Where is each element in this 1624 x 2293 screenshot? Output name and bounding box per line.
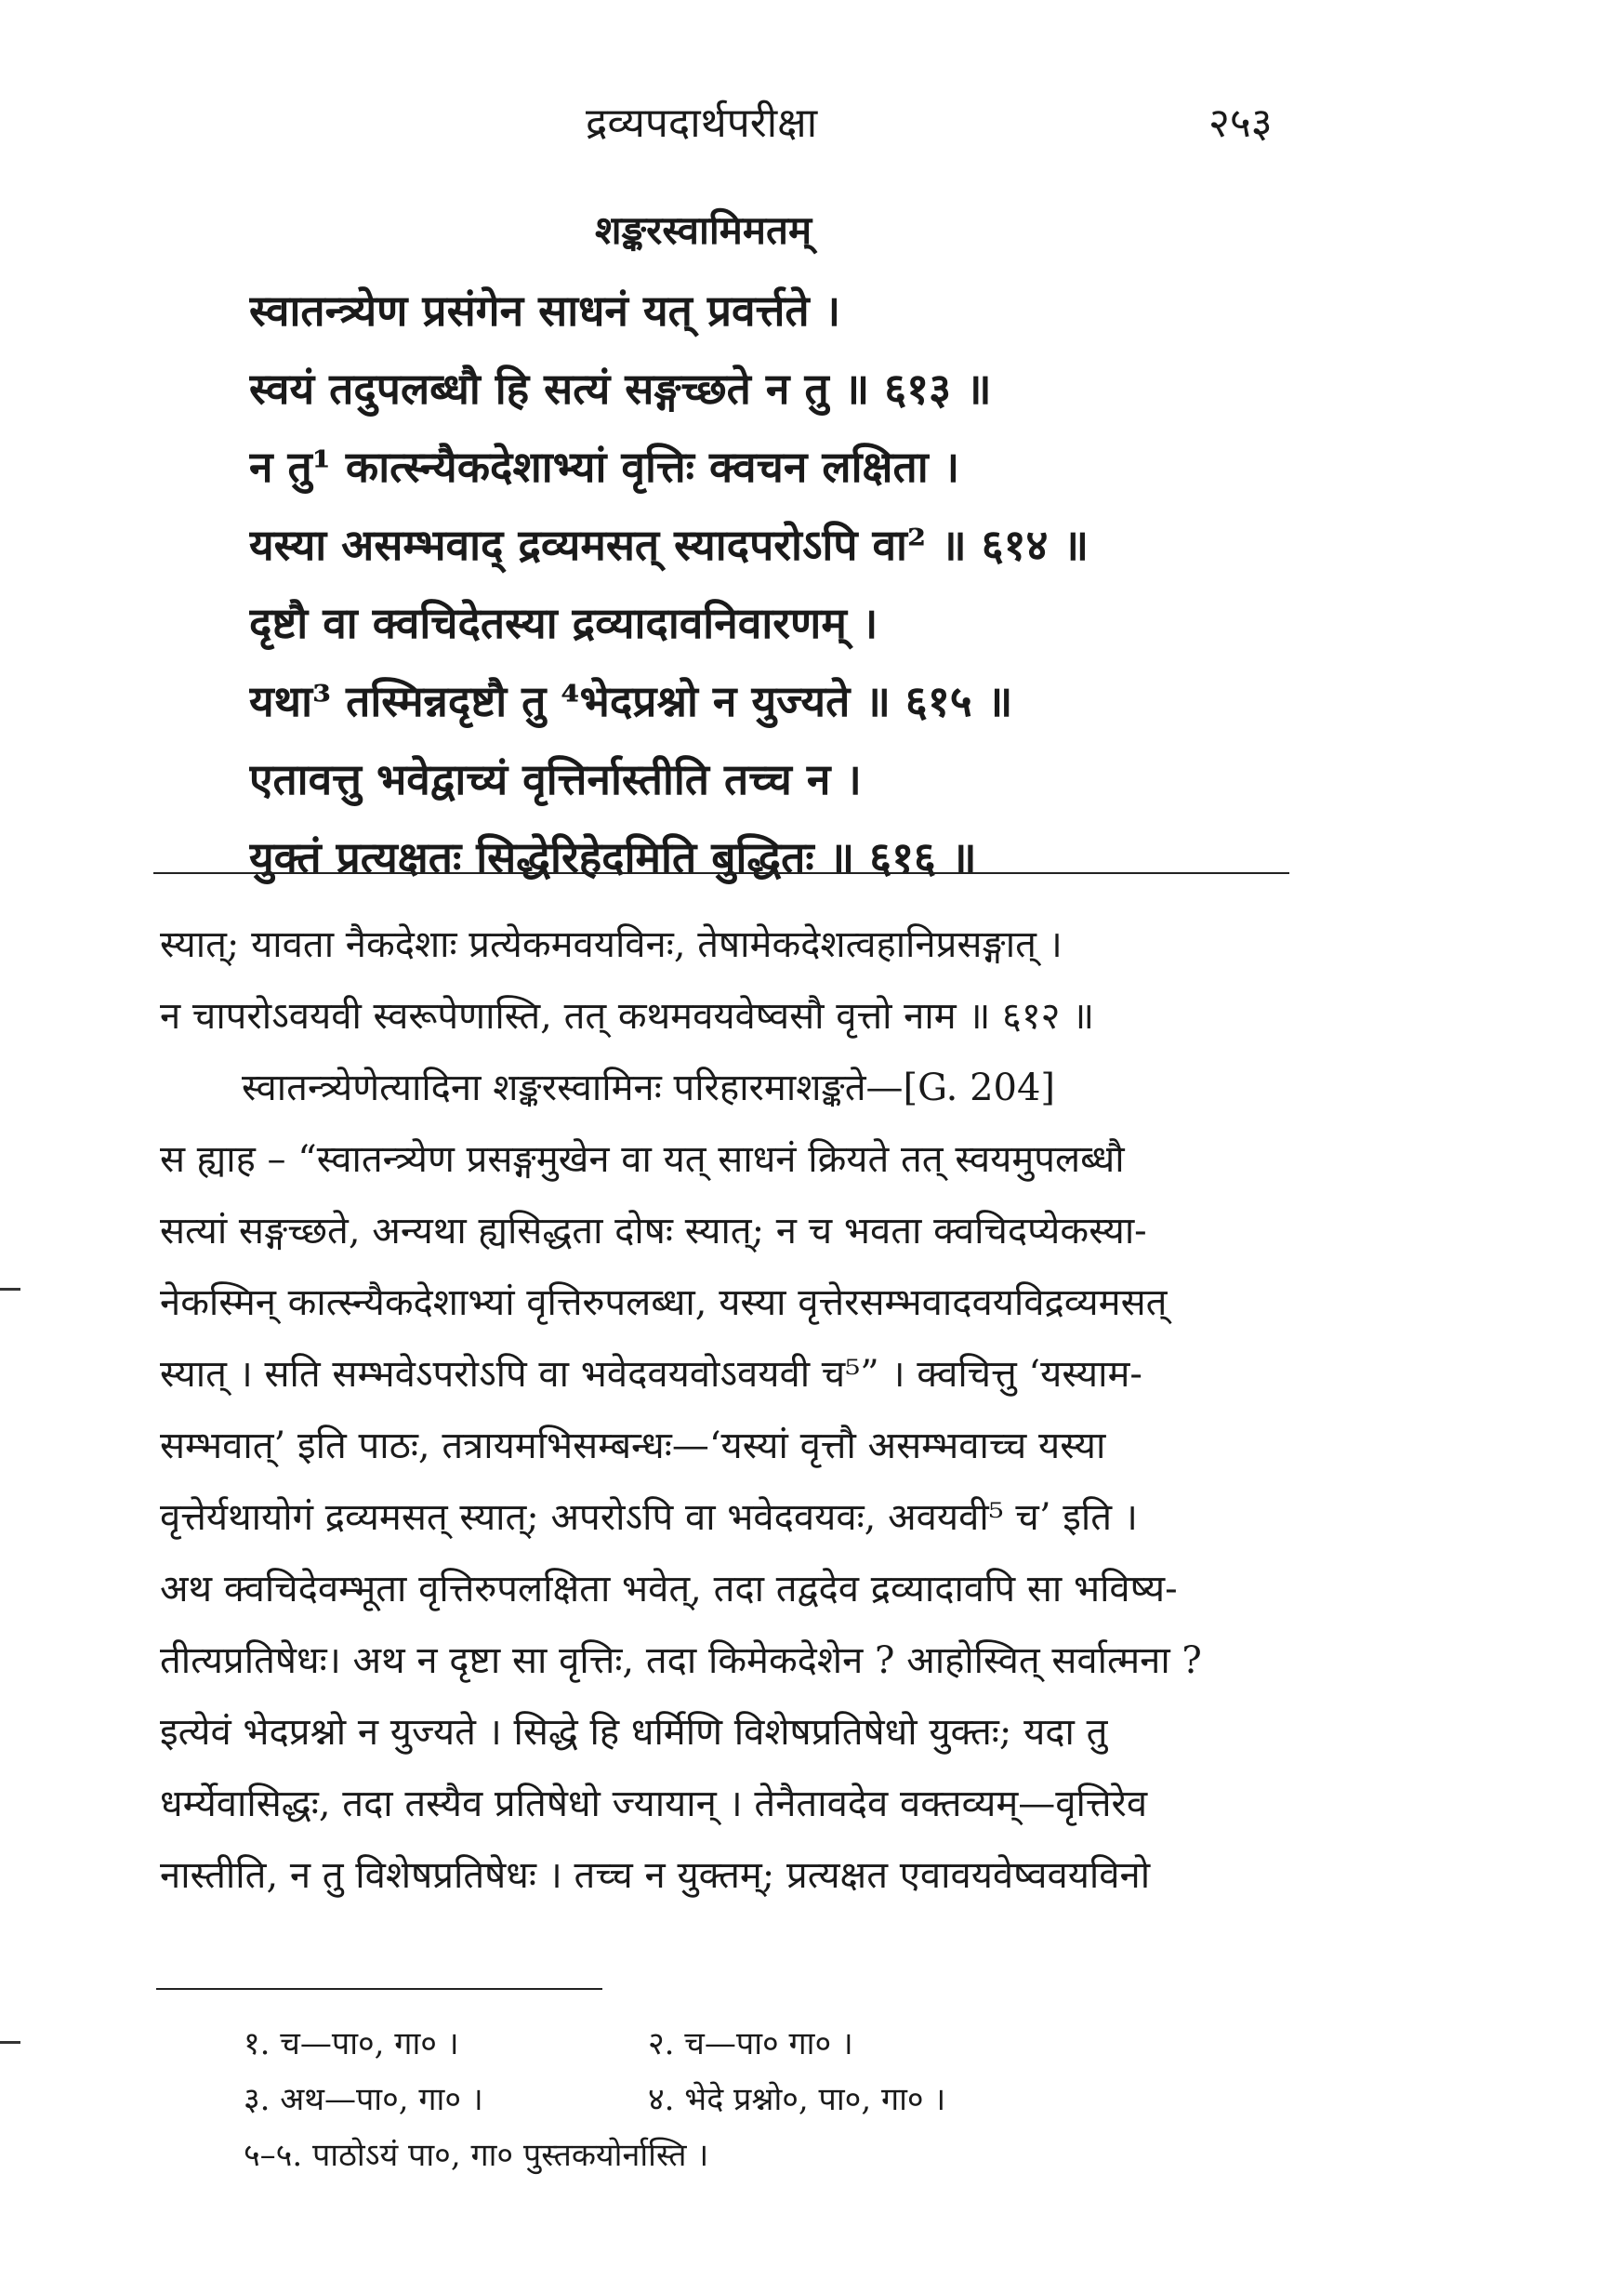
verse-line: एतावत्तु भवेद्वाच्यं वृत्तिर्नास्तीति तच्च न । <box>249 754 862 804</box>
footnote: १. च—पा०, गा० । <box>244 2025 459 2062</box>
footnote-rule <box>156 1988 602 1990</box>
verse-line: दृष्टौ वा क्वचिदेतस्या द्रव्यादावनिवारणम् । <box>249 598 878 648</box>
verse-line: युक्तं प्रत्यक्षतः सिद्धेरिहेदमिति बुद्धितः ॥ ६१६ ॥ <box>249 832 977 882</box>
footnote-row <box>244 2016 1080 2072</box>
section-title: शङ्करस्वामिमतम् <box>595 207 812 253</box>
commentary-line: इत्येवं भेदप्रश्नो न युज्यते । सिद्धे हि धर्मिणि विशेषप्रतिषेधो युक्तः; यदा तु <box>160 1711 1108 1754</box>
margin-mark <box>0 2041 20 2044</box>
commentary-line: स्यात् । सति सम्भवेऽपरोऽपि वा भवेदवयवोऽवयवी च⁵” । क्वचित्तु ‘यस्याम- <box>160 1353 1142 1396</box>
commentary-line: तीत्यप्रतिषेधः। अथ न दृष्टा सा वृत्तिः, तदा किमेकदेशेन ? आहोस्वित् सर्वात्मना ? <box>160 1639 1202 1682</box>
commentary-line: धर्म्येवासिद्धः, तदा तस्यैव प्रतिषेधो ज्यायान् । तेनैतावदेव वक्तव्यम्—वृत्तिरेव <box>160 1783 1148 1825</box>
footnote: ५–५. पाठोऽयं पा०, गा० पुस्तकयोर्नास्ति । <box>244 2137 709 2174</box>
commentary-line: सत्यां सङ्गच्छते, अन्यथा ह्यसिद्धता दोषः स्यात्; न च भवता क्वचिदप्येकस्या- <box>160 1210 1147 1253</box>
commentary-line: वृत्तेर्यथायोगं द्रव्यमसत् स्यात्; अपरोऽपि वा भवेदवयवः, अवयवी⁵ च’ इति । <box>160 1496 1138 1539</box>
margin-mark <box>0 1288 20 1291</box>
commentary-line: स्यात्; यावता नैकदेशाः प्रत्येकमवयविनः, तेषामेकदेशत्वहानिप्रसङ्गात् । <box>160 923 1063 966</box>
footnote: २. च—पा० गा० । <box>648 2025 853 2062</box>
page-number: २५३ <box>1208 99 1273 147</box>
commentary-line: स्वातन्त्र्येणेत्यादिना शङ्करस्वामिनः परिहारमाशङ्कते—[G. 204] <box>242 1067 1056 1109</box>
verse-line: स्वातन्त्र्येण प्रसंगेन साधनं यत् प्रवर्त्तते । <box>249 285 841 336</box>
running-header-title: द्रव्यपदार्थपरीक्षा <box>586 99 818 147</box>
verse-line: यस्या असम्भवाद् द्रव्यमसत् स्यादपरोऽपि वा² ॥ ६१४ ॥ <box>249 520 1089 570</box>
verse-line: न तु¹ कात्स्न्यैकदेशाभ्यां वृत्तिः क्वचन लक्षिता । <box>249 442 960 492</box>
verse-block <box>249 272 1262 896</box>
footnotes <box>244 2016 1080 2183</box>
footnote-row <box>244 2127 1080 2183</box>
commentary-line: सम्भवात्’ इति पाठः, तत्रायमभिसम्बन्धः—‘यस्यां वृत्तौ असम्भवाच्च यस्या <box>160 1425 1106 1467</box>
commentary-line: स ह्याह – “स्वातन्त्र्येण प्रसङ्गमुखेन वा यत् साधनं क्रियते तत् स्वयमुपलब्धौ <box>160 1138 1125 1181</box>
commentary-line: अथ क्वचिदेवम्भूता वृत्तिरुपलक्षिता भवेत्, तदा तद्वदेव द्रव्यादावपि सा भविष्य- <box>160 1568 1178 1610</box>
footnote: ३. अथ—पा०, गा० । <box>244 2081 483 2118</box>
verse-line: स्वयं तदुपलब्धौ हि सत्यं सङ्गच्छते न तु ॥ ६१३ ॥ <box>249 364 992 414</box>
verse-line: यथा³ तस्मिन्नदृष्टौ तु ⁴भेदप्रश्नो न युज्यते ॥ ६१५ ॥ <box>249 676 1013 726</box>
commentary-line: नास्तीति, न तु विशेषप्रतिषेधः । तच्च न युक्तम्; प्रत्यक्षत एवावयवेष्ववयविनो <box>160 1854 1151 1897</box>
divider-rule <box>153 872 1289 874</box>
commentary-line: न चापरोऽवयवी स्वरूपेणास्ति, तत् कथमवयवेष्वसौ वृत्तो नाम ॥ ६१२ ॥ <box>160 995 1095 1038</box>
footnote-row <box>244 2072 1080 2127</box>
commentary-block <box>160 909 1289 1912</box>
commentary-line: नेकस्मिन् कात्स्न्यैकदेशाभ्यां वृत्तिरुपलब्धा, यस्या वृत्तेरसम्भवादवयविद्रव्यमसत् <box>160 1281 1168 1324</box>
footnote: ४. भेदे प्रश्नो०, पा०, गा० । <box>648 2081 946 2118</box>
